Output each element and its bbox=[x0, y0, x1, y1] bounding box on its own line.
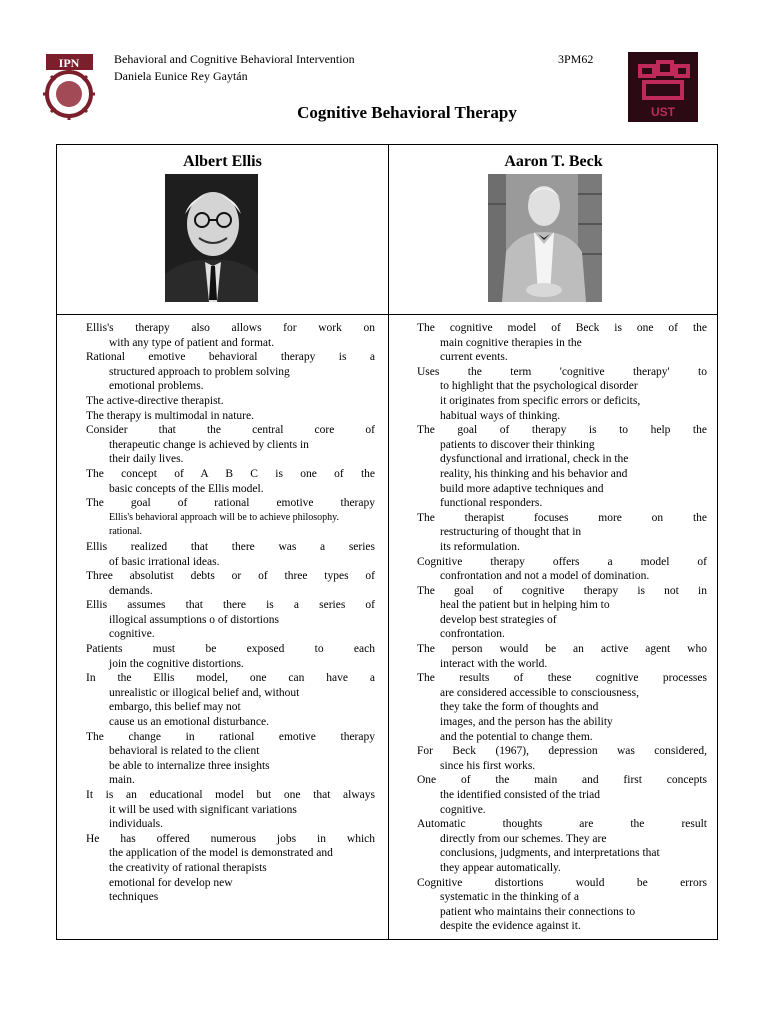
list-item: The change in rational emotive therapy behavioral is related to the client be able to internalize three insights main. bbox=[86, 730, 375, 787]
list-item: It is an educational model but one that always it will be used with significant variations individuals. bbox=[86, 789, 375, 831]
list-item: The concept of A B C is one of the basic concepts of the Ellis model. bbox=[86, 467, 375, 495]
list-item: For Beck (1967), depression was considered, since his first works. bbox=[417, 745, 707, 772]
beck-heading: Aaron T. Beck bbox=[504, 153, 603, 170]
list-item: Cognitive therapy offers a model of confrontation and not a model of domination. bbox=[417, 555, 707, 583]
list-item: Ellis realized that there was a series of basic irrational ideas. bbox=[86, 540, 375, 568]
ellis-points bbox=[86, 321, 375, 905]
list-item: Consider that the central core of therapeutic change is achieved by clients in their daily lives. bbox=[86, 424, 375, 466]
list-item: The person would be an active agent who interact with the world. bbox=[417, 643, 707, 670]
list-item: Cognitive distortions would be errors systematic in the thinking of a patient who maintains their connections to despite the evidence against it. bbox=[417, 876, 707, 933]
list-item: The results of these cognitive processes are considered accessible to consciousness, they take the form of thoughts and images, and the person has the ability and the potential to change them. bbox=[417, 672, 707, 743]
beck-portrait bbox=[488, 174, 602, 307]
logo-text: UST bbox=[651, 105, 675, 119]
column-divider bbox=[388, 145, 389, 939]
list-item: The goal of rational emotive therapy Ellis's behavioral approach will be to achieve philosophy. rational. bbox=[86, 497, 375, 538]
list-item: The active-directive therapist. bbox=[86, 394, 224, 407]
beck-points bbox=[417, 321, 707, 934]
course-name: Behavioral and Cognitive Behavioral Intervention bbox=[114, 52, 355, 66]
list-item: The goal of therapy is to help the patients to discover their thinking dysfunctional and irrational, check in the reality, his thinking and his behavior and build more adaptive techniques and functional responders. bbox=[417, 424, 707, 510]
svg-text:IPN: IPN bbox=[58, 56, 80, 70]
comparison-table bbox=[56, 144, 718, 940]
list-item: One of the main and first concepts the identified consisted of the triad cognitive. bbox=[417, 774, 707, 816]
list-item: Automatic thoughts are the result directly from our schemes. They are conclusions, judgments, and interpretations that they appear automatically. bbox=[417, 818, 707, 874]
author-name: Daniela Eunice Rey Gaytán bbox=[114, 69, 248, 83]
document-title: Cognitive Behavioral Therapy bbox=[297, 103, 517, 122]
ellis-heading: Albert Ellis bbox=[183, 153, 262, 170]
list-item: The goal of cognitive therapy is not in heal the patient but in helping him to develop best strategies of confrontation. bbox=[417, 584, 707, 641]
group-code: 3PM62 bbox=[558, 52, 594, 66]
row-divider bbox=[57, 314, 717, 315]
ellis-portrait bbox=[165, 174, 258, 307]
list-item: Ellis's therapy also allows for work on with any type of patient and format. bbox=[86, 322, 375, 349]
list-item: Ellis assumes that there is a series of illogical assumptions o of distortions cognitive. bbox=[86, 599, 375, 641]
list-item: In the Ellis model, one can have a unrealistic or illogical belief and, without embargo, this belief may not cause us an emotional disturbance. bbox=[86, 672, 375, 729]
list-item: Patients must be exposed to each join the cognitive distortions. bbox=[86, 643, 375, 670]
list-item: He has offered numerous jobs in which the application of the model is demonstrated and the creativity of rational therapists emotional for develop new techniques bbox=[86, 832, 375, 904]
list-item: Three absolutist debts or of three types of demands. bbox=[86, 570, 375, 597]
list-item: The therapist focuses more on the restructuring of thought that in its reformulation. bbox=[417, 511, 707, 553]
list-item: The therapy is multimodal in nature. bbox=[86, 409, 254, 422]
list-item: Rational emotive behavioral therapy is a structured approach to problem solving emotional problems. bbox=[86, 351, 375, 393]
list-item: The cognitive model of Beck is one of the main cognitive therapies in the current events. bbox=[417, 322, 707, 364]
list-item: Uses the term 'cognitive therapy' to to highlight that the psychological disorder it originates from specific errors or deficits, habitual ways of thinking. bbox=[417, 365, 707, 422]
